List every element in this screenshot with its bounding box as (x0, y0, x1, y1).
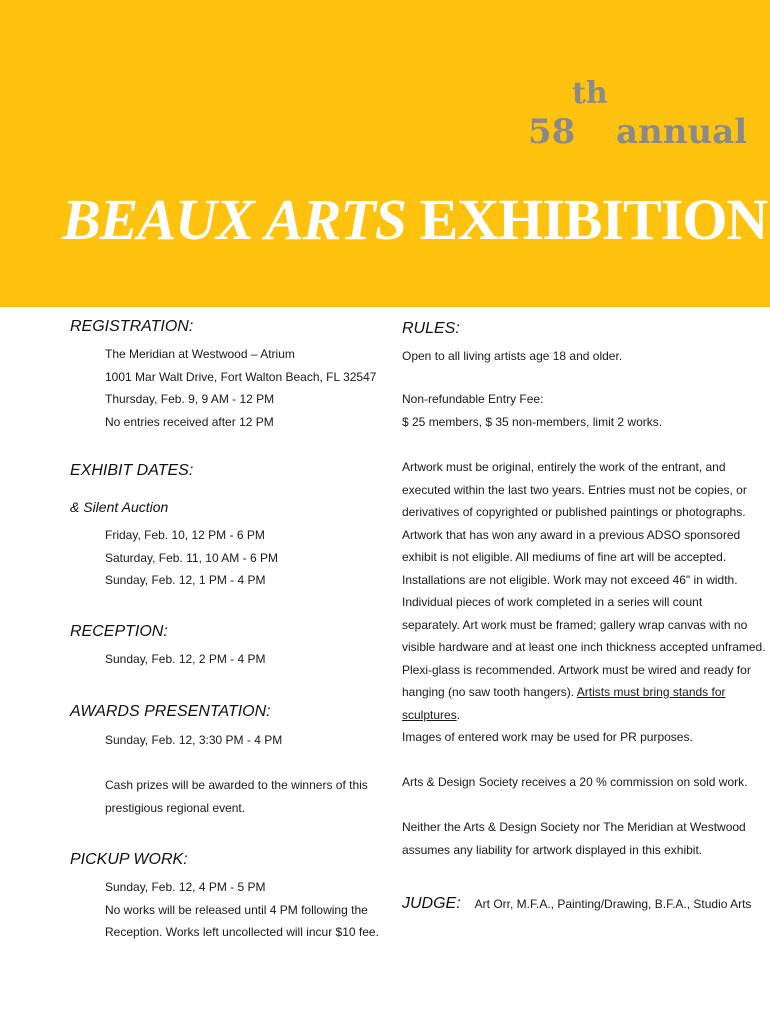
rules-fee-line: Non-refundable Entry Fee: (402, 392, 544, 406)
registration-line: No entries received after 12 PM (105, 414, 274, 429)
exhibit-date-line: Saturday, Feb. 11, 10 AM - 6 PM (105, 550, 278, 565)
exhibit-date-line: Sunday, Feb. 12, 1 PM - 4 PM (105, 573, 266, 587)
rules-sculptures-line (402, 704, 766, 727)
rules-artwork-line: visible hardware and at least one inch thickness accepted unframed. (402, 640, 766, 654)
awards-details (105, 729, 282, 752)
awards-heading: AWARDS PRESENTATION: (70, 703, 271, 720)
reception-heading: RECEPTION: (70, 623, 168, 640)
judge-text: Art Orr, M.F.A., Painting/Drawing, B.F.A., Studio Arts (474, 897, 752, 911)
exhibit-dates-list (105, 524, 278, 592)
exhibit-date-line: Friday, Feb. 10, 12 PM - 6 PM (105, 528, 265, 542)
reception-details (105, 648, 266, 671)
title-italic: BEAUX ARTS (62, 187, 407, 252)
awards-note-line: Cash prizes will be awarded to the winners of this (105, 778, 368, 792)
rules-age: Open to all living artists age 18 and older. (402, 349, 623, 363)
rules-artwork-line: separately. Art work must be framed; gallery wrap canvas with no (402, 617, 748, 632)
sculptures-note: sculptures (402, 707, 457, 722)
rules-artwork-line: Plexi-glass is recommended. Artwork must be wired and ready for (402, 662, 751, 677)
page-title (62, 186, 767, 253)
awards-note-line: prestigious regional event. (105, 800, 246, 815)
exhibit-dates-heading: EXHIBIT DATES: (70, 462, 194, 479)
rules-liability-line: assumes any liability for artwork displayed in this exhibit. (402, 842, 703, 857)
rules-commission: Arts & Design Society receives a 20 % commission on sold work. (402, 775, 748, 789)
registration-line: 1001 Mar Walt Drive, Fort Walton Beach, FL 32547 (105, 369, 377, 384)
awards-note (105, 774, 368, 819)
header-banner (0, 0, 770, 307)
pickup-line: Reception. Works left uncollected will incur $10 fee. (105, 925, 379, 939)
registration-line: The Meridian at Westwood – Atrium (105, 347, 295, 361)
rules-heading: RULES: (402, 320, 460, 337)
rules-hanging-line (402, 681, 766, 704)
rules-artwork-line: Artwork that has won any award in a previous ADSO sponsored (402, 527, 741, 542)
sculptures-period: . (456, 707, 461, 722)
edition-ordinal: th (572, 76, 608, 111)
rules-artwork-line: Installations are not eligible. Work may not exceed 46" in width. (402, 572, 738, 587)
pickup-line: No works will be released until 4 PM following the (105, 902, 368, 917)
title-rest: EXHIBITION (406, 187, 768, 252)
annual-word: annual (616, 112, 748, 152)
edition-number: 58 (528, 112, 576, 152)
pickup-heading: PICKUP WORK: (70, 851, 188, 868)
rules-fee (402, 388, 662, 433)
judge-row (402, 893, 751, 916)
registration-line: Thursday, Feb. 9, 9 AM - 12 PM (105, 392, 275, 406)
registration-heading: REGISTRATION: (70, 318, 194, 335)
pickup-line: Sunday, Feb. 12, 4 PM - 5 PM (105, 880, 266, 894)
rules-images-line: Images of entered work may be used for PR purposes. (402, 730, 693, 744)
rules-artwork-line: Individual pieces of work completed in a series will count (402, 595, 703, 609)
rules-artwork (402, 456, 766, 749)
exhibit-dates-subheading: & Silent Auction (70, 499, 169, 515)
judge-heading: JUDGE: (402, 895, 461, 912)
rules-artwork-line: Artwork must be original, entirely the work of the entrant, and (402, 460, 726, 474)
rules-liability-line: Neither the Arts & Design Society nor The Meridian at Westwood (402, 820, 746, 834)
awards-line: Sunday, Feb. 12, 3:30 PM - 4 PM (105, 733, 283, 747)
registration-details (105, 343, 376, 433)
rules-liability (402, 816, 746, 861)
hanging-text: hanging (no saw tooth hangers). (402, 685, 577, 699)
rules-artwork-line: exhibit is not eligible. All mediums of fine art will be accepted. (402, 550, 727, 564)
rules-fee-line: $ 25 members, $ 35 non-members, limit 2 works. (402, 414, 663, 429)
reception-line: Sunday, Feb. 12, 2 PM - 4 PM (105, 652, 266, 666)
stands-note: Artists must bring stands for (576, 685, 726, 699)
pickup-details (105, 876, 379, 944)
rules-artwork-line: executed within the last two years. Entries must not be copies, or (402, 482, 747, 497)
rules-artwork-line: derivatives of copyrighted or published paintings or photographs. (402, 505, 746, 519)
